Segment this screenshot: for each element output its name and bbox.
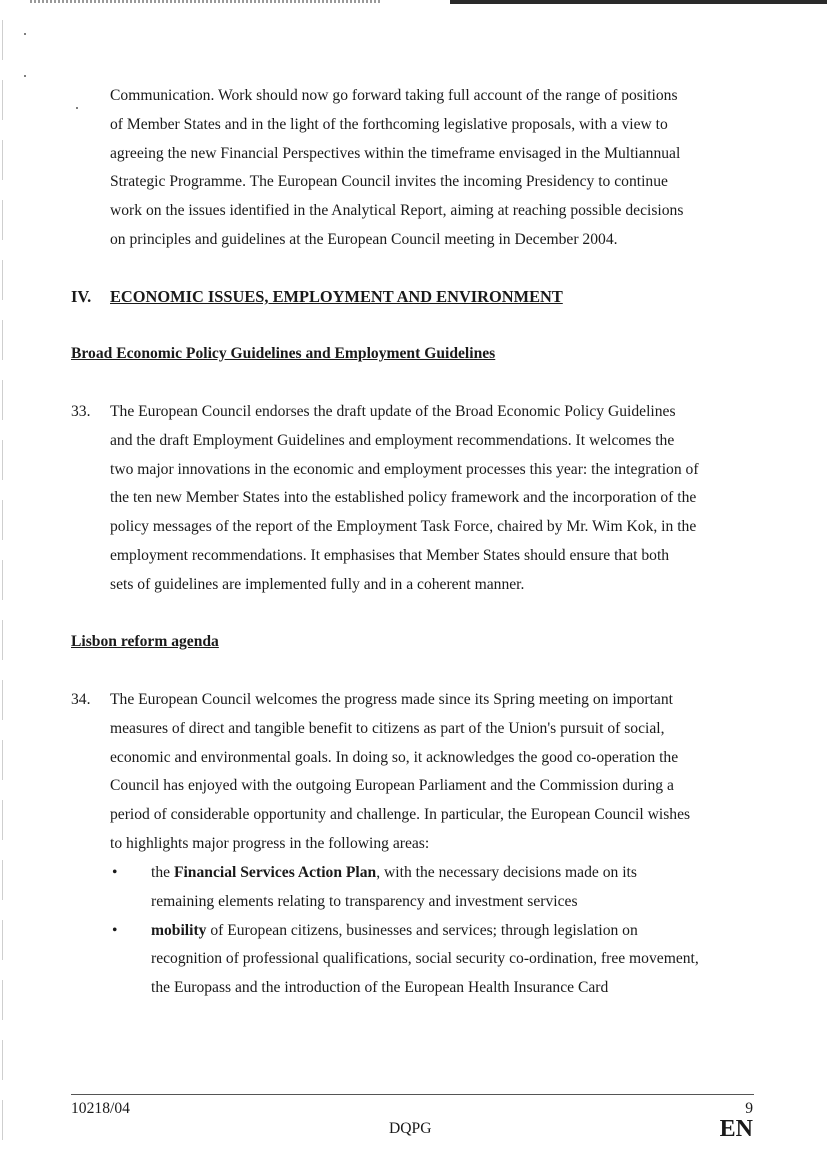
scan-dot — [24, 75, 26, 77]
scan-artifact-left-edge — [2, 20, 3, 1140]
bullet-icon: • — [112, 921, 118, 939]
scan-artifact-top-left — [30, 0, 380, 3]
list-item — [110, 917, 760, 1003]
list-item — [110, 859, 760, 917]
scan-dot — [76, 107, 78, 109]
text-line: to highlights major progress in the following areas: — [110, 834, 430, 852]
text-line: measures of direct and tangible benefit to citizens as part of the Union's pursuit of social, — [110, 719, 665, 737]
scan-dot — [24, 33, 26, 35]
text-line: mobility of European citizens, businesses and services; through legislation on — [151, 921, 638, 939]
text-line: period of considerable opportunity and challenge. In particular, the European Council wishes — [110, 806, 691, 824]
paragraph-33 — [110, 398, 760, 600]
intro-paragraph — [110, 82, 760, 255]
text-line: two major innovations in the economic and employment processes this year: the integration of — [110, 460, 699, 478]
text-line: the ten new Member States into the established policy framework and the incorporation of the — [110, 489, 697, 507]
text-line: Communication. Work should now go forward taking full account of the range of positions — [110, 87, 678, 104]
text-line: sets of guidelines are implemented fully and in a coherent manner. — [110, 575, 525, 593]
page-number: 9 — [745, 1100, 753, 1117]
directorate-code: DQPG — [389, 1120, 432, 1137]
section-heading — [71, 287, 563, 307]
subheading-lisbon-agenda: Lisbon reform agenda — [71, 633, 219, 650]
bold-term: mobility — [151, 921, 207, 939]
text-line: agreeing the new Financial Perspectives within the timeframe envisaged in the Multiannual — [110, 144, 681, 162]
text-line: Strategic Programme. The European Council invites the incoming Presidency to continue — [110, 173, 668, 191]
text-line: the Europass and the introduction of the European Health Insurance Card — [151, 979, 609, 997]
text-line: remaining elements relating to transparency and investment services — [151, 892, 578, 910]
text-line: and the draft Employment Guidelines and employment recommendations. It welcomes the — [110, 431, 675, 449]
text-line: on principles and guidelines at the European Council meeting in December 2004. — [110, 230, 618, 248]
text-line: recognition of professional qualifications, social security co-ordination, free movement, — [151, 950, 699, 968]
paragraph-34 — [110, 686, 760, 859]
text-line: The European Council welcomes the progress made since its Spring meeting on important — [110, 691, 673, 708]
text-line: The European Council endorses the draft update of the Broad Economic Policy Guidelines — [110, 403, 676, 420]
text-line: work on the issues identified in the Analytical Report, aiming at reaching possible decisions — [110, 202, 684, 220]
section-number: IV. — [71, 287, 92, 306]
bullet-icon: • — [112, 864, 118, 881]
text-line: economic and environmental goals. In doing so, it acknowledges the good co-operation the — [110, 748, 679, 766]
text-line: Council has enjoyed with the outgoing European Parliament and the Commission during a — [110, 777, 674, 795]
text-line: policy messages of the report of the Employment Task Force, chaired by Mr. Wim Kok, in the — [110, 518, 697, 536]
scan-artifact-top-right — [450, 0, 827, 4]
text-line: employment recommendations. It emphasises that Member States should ensure that both — [110, 546, 670, 564]
language-code: EN — [719, 1116, 753, 1142]
document-reference: 10218/04 — [71, 1100, 130, 1117]
subheading-economic-guidelines: Broad Economic Policy Guidelines and Employment Guidelines — [71, 345, 496, 362]
bold-term: Financial Services Action Plan — [173, 864, 377, 881]
paragraph-number: 33. — [71, 403, 91, 420]
progress-areas-list — [110, 859, 760, 1003]
text-line: of Member States and in the light of the forthcoming legislative proposals, with a view to — [110, 115, 668, 133]
text-line: the Financial Services Action Plan, with the necessary decisions made on its — [151, 864, 637, 881]
paragraph-number: 34. — [71, 691, 91, 708]
footer-divider — [71, 1094, 754, 1095]
section-title: ECONOMIC ISSUES, EMPLOYMENT AND ENVIRONMENT — [110, 287, 563, 306]
